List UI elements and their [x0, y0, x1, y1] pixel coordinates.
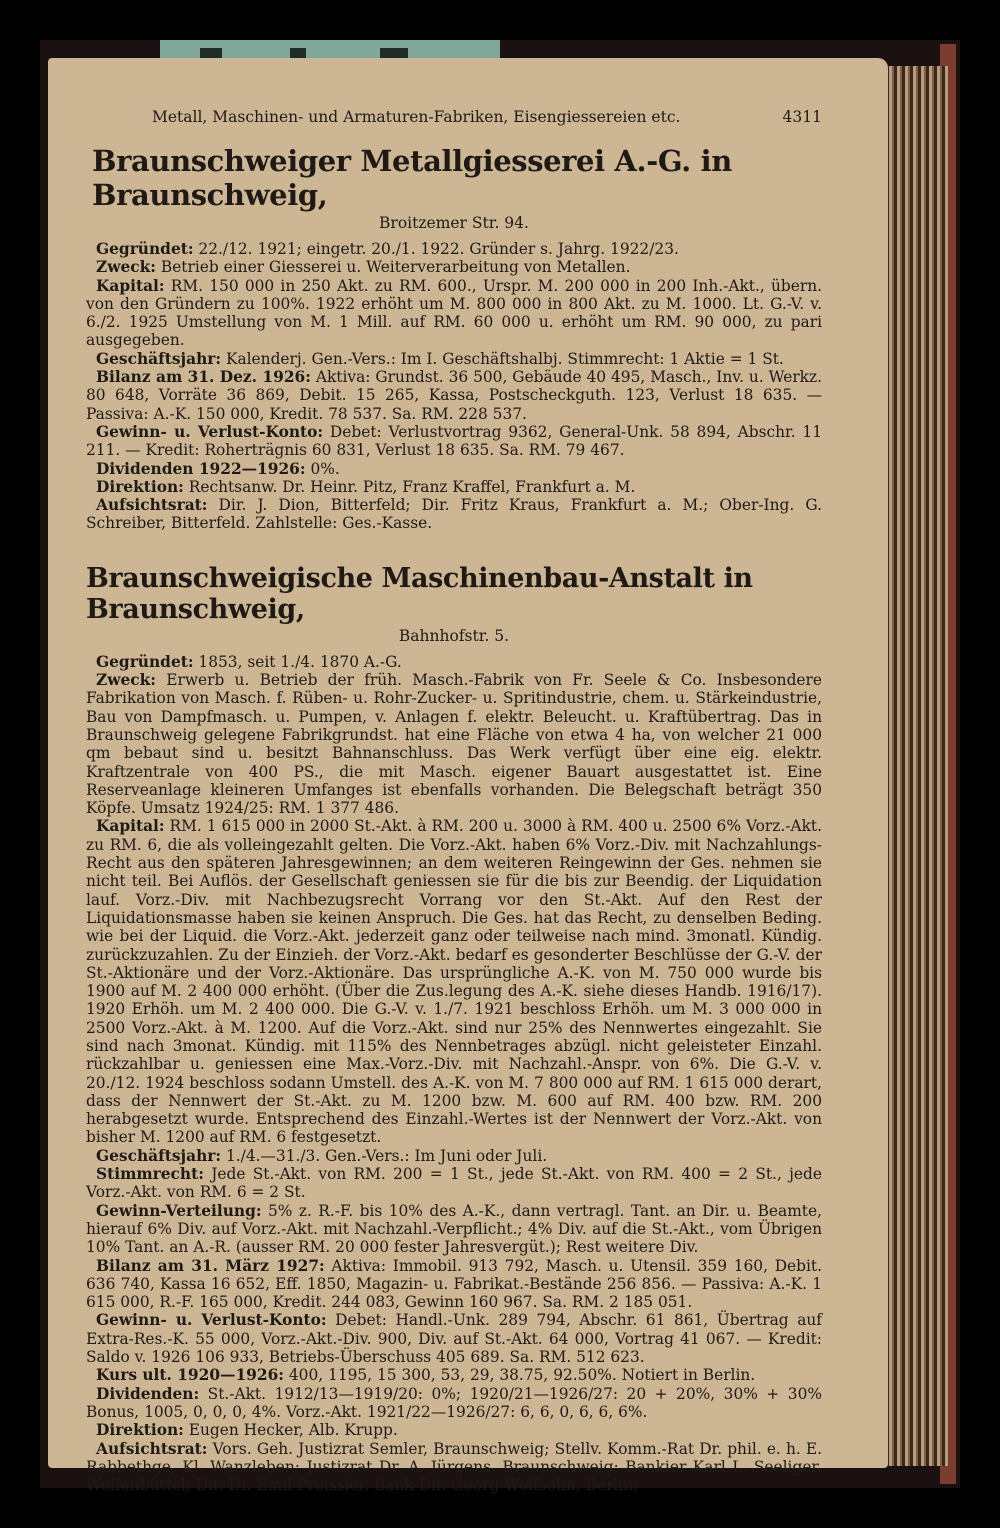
field-label: Kapital: — [96, 817, 165, 836]
entry-paragraph — [86, 478, 822, 496]
entry-paragraph — [86, 653, 822, 671]
field-label: Bilanz am 31. Dez. 1926: — [96, 368, 311, 387]
field-text: RM. 1 615 000 in 2000 St.-Akt. à RM. 200 u. 3000 à RM. 400 u. 2500 6% Vorz.-Akt. zu RM. 6, die als volleingezahlt gelten. Die Vorz.-Akt. haben 6% Vorz.-Div. mit Nachzahlungs-Recht aus den späteren Jahresgewinnen; an dem weiteren Reingewinn der Ges. nehmen sie nicht teil. Bei Auflös. der Gesellschaft geniessen sie für die bis zur Beendig. der Liquidation lauf. Vorz.-Div. mit Nachbezugsrecht Vorrang vor den St.-Akt. Auf den Rest der Liquidationsmasse haben sie keinen Anspruch. Die Ges. hat das Recht, zu denselben Beding. wie bei der Liquid. die Vorz.-Akt. jederzeit ganz oder teilweise nach mind. 3monatl. Kündig. zurückzuzahlen. Zu der Einzieh. der Vorz.-Akt. bedarf es gesonderter Beschlüsse der G.-V. der St.-Aktionäre und der Vorz.-Aktionäre. Das ursprüngliche A.-K. von M. 750 000 wurde bis 1900 auf M. 2 400 000 erhöht. (Über die Zus.legung des A.-K. siehe dieses Handb. 1916/17). 1920 Erhöh. um M. 2 400 000. Die G.-V. v. 1./7. 1921 beschloss Erhöh. um M. 3 000 000 in 2500 Vorz.-Akt. à M. 1200. Auf die Vorz.-Akt. sind nur 25% des Nennwertes eingezahlt. Sie sind nach 3monat. Kündig. mit 115% des Nennbetrages abzügl. nicht geleisteter Einzahl. rückzahlbar u. geniessen eine Max.-Vorz.-Div. mit Nachzahl.-Anspr. von 6%. Die G.-V. v. 20./12. 1924 beschloss sodann Umstell. des A.-K. von M. 7 800 000 auf RM. 1 615 000 derart, dass der Nennwert der St.-Akt. zu M. 1200 bzw. M. 600 auf RM. 400 bzw. RM. 200 herabgesetzt wurde. Entsprechend des Einzahl.-Wertes ist der Nennwert der Vorz.-Akt. von bisher M. 1200 auf RM. 6 festgesetzt. — [86, 817, 822, 1147]
field-text: 400, 1195, 15 300, 53, 29, 38.75, 92.50%. Notiert in Berlin. — [283, 1366, 756, 1385]
field-label: Zweck: — [96, 671, 156, 690]
entry-paragraph — [86, 460, 822, 478]
field-text: Vors. Geh. Justizrat Semler, Braunschweig; Stellv. Komm.-Rat Dr. phil. e. h. E. Rabbethge, Kl. Wanzleben; Justizrat Dr. A. Jürgens, Braunschweig; Bankier Karl L. Seeliger, Wolfenbüttel; Dir. Dr. Emil Preissler, Bank-Dir. Georg Wolfsohn, Berlin; — [86, 1439, 822, 1495]
field-label: Zweck: — [96, 258, 156, 277]
page-content — [86, 108, 822, 1494]
field-label: Stimmrecht: — [96, 1165, 204, 1184]
field-label: Dividenden 1922—1926: — [96, 459, 306, 478]
entry-paragraph — [86, 1257, 822, 1312]
entry-paragraph — [86, 368, 822, 423]
entry-paragraph — [86, 1147, 822, 1165]
company-entry-2 — [86, 563, 822, 1495]
field-text: 5% z. R.-F. bis 10% des A.-K., dann vertragl. Tant. an Dir. u. Beamte, hierauf 6% Div. auf Vorz.-Akt. mit Nachzahl.-Verpflicht.; 4% Div. auf die St.-Akt., vom Übrigen 10% Tant. an A.-R. (ausser RM. 20 000 fester Jahresvergüt.); Rest weitere Div. — [86, 1201, 822, 1257]
section-gap — [86, 533, 822, 563]
field-label: Gegründet: — [96, 240, 194, 258]
field-label: Gegründet: — [96, 652, 194, 671]
entry-paragraph — [86, 1385, 822, 1422]
field-text: St.-Akt. 1912/13—1919/20: 0%; 1920/21—1926/27: 20 + 20%, 30% + 30% Bonus, 1005, 0, 0, 0, 4%. Vorz.-Akt. 1921/22—1926/27: 6, 6, 0, 6, 6, 6%. — [86, 1384, 822, 1421]
field-label: Gewinn- u. Verlust-Konto: — [96, 1311, 327, 1330]
entry-paragraph — [86, 258, 822, 276]
field-label: Geschäftsjahr: — [96, 349, 222, 368]
field-text: Betrieb einer Giesserei u. Weiterverarbeitung von Metallen. — [156, 258, 631, 277]
field-text: RM. 150 000 in 250 Akt. zu RM. 600., Urspr. M. 200 000 in 200 Inh.-Akt., übern. von den Gründern zu 100%. 1922 erhöht um M. 800 000 in 800 Akt. zu M. 1000. Lt. G.-V. v. 6./2. 1925 Umstellung von M. 1 Mill. auf RM. 60 000 u. erhöht um RM. 90 000, zu pari ausgegeben. — [86, 276, 822, 350]
entry-paragraph — [86, 1311, 822, 1366]
field-text: Debet: Verlustvortrag 9362, General-Unk. 58 894, Abschr. 11 211. — Kredit: Roherträgnis 60 831, Verlust 18 635. Sa. RM. 79 467. — [86, 422, 822, 460]
entry-paragraph — [86, 817, 822, 1146]
field-text: Dir. J. Dion, Bitterfeld; Dir. Fritz Kraus, Frankfurt a. M.; Ober-Ing. G. Schreiber, Bitterfeld. Zahlstelle: Ges.-Kasse. — [86, 496, 822, 533]
company-title: Braunschweiger Metallgiesserei A.-G. in Braunschweig, — [92, 144, 732, 212]
entry-paragraph — [86, 350, 822, 368]
entry-paragraph — [86, 1366, 822, 1384]
entry-paragraph — [86, 1421, 822, 1439]
field-text: Aktiva: Grundst. 36 500, Gebäude 40 495, Masch., Inv. u. Werkz. 80 648, Vorräte 36 869, Debit. 15 265, Kassa, Postscheckguth. 123, Verlust 18 635. — Passiva: A.-K. 150 000, Kredit. 78 537. Sa. RM. 228 537. — [86, 368, 823, 423]
entry-paragraph — [86, 240, 822, 258]
field-label: Dividenden: — [96, 1384, 200, 1403]
field-label: Direktion: — [96, 1421, 184, 1440]
field-label: Aufsichtsrat: — [96, 496, 208, 515]
entry-paragraph — [86, 1202, 822, 1257]
section-title: Metall, Maschinen- und Armaturen-Fabriken, Eisengiessereien etc. — [152, 108, 681, 126]
field-label: Bilanz am 31. März 1927: — [96, 1256, 325, 1275]
field-text: 0%. — [305, 459, 340, 478]
field-text: Aktiva: Immobil. 913 792, Masch. u. Utensil. 359 160, Debit. 636 740, Kassa 16 652, Eff. 1850, Magazin- u. Fabrikat.-Bestände 256 856. — Passiva: A.-K. 1 615 000, R.-F. 165 000, Kredit. 244 083, Gewinn 160 967. Sa. RM. 2 185 051. — [86, 1256, 822, 1312]
entry-paragraph — [86, 423, 822, 460]
field-text: Erwerb u. Betrieb der früh. Masch.-Fabrik von Fr. Seele & Co. Insbesondere Fabrikation von Masch. f. Rüben- u. Rohr-Zucker- u. Spritindustrie, chem. u. Stärkeindustrie, Bau von Dampfmasch. u. Pumpen, v. Anlagen f. elektr. Beleucht. u. Kraftübertrag. Das in Braunschweig gelegene Fabrikgrundst. hat eine Fläche von etwa 4 ha, von welcher 21 000 qm bebaut sind u. besitzt Bahnanschluss. Das Werk verfügt über eine eig. elektr. Kraftzentrale von 400 PS., die mit Masch. eigener Bauart ausgestattet ist. Eine Reserveanlage kleineren Umfanges ist ebenfalls vorhanden. Die Belegschaft beträgt 350 Köpfe. Umsatz 1924/25: RM. 1 377 486. — [86, 671, 822, 818]
field-text: Jede St.-Akt. von RM. 200 = 1 St., jede St.-Akt. von RM. 400 = 2 St., jede Vorz.-Akt. von RM. 6 = 2 St. — [86, 1165, 822, 1202]
field-text: Kalenderj. Gen.-Vers.: Im I. Geschäftshalbj. Stimmrecht: 1 Aktie = 1 St. — [221, 349, 784, 368]
field-text: Debet: Handl.-Unk. 289 794, Abschr. 61 861, Übertrag auf Extra-Res.-K. 55 000, Vorz.-Akt.-Div. 900, Div. auf St.-Akt. 64 000, Vortrag 41 067. — Kredit: Saldo v. 1926 106 933, Betriebs-Überschuss 405 689. Sa. RM. 512 623. — [86, 1311, 822, 1367]
field-label: Aufsichtsrat: — [96, 1439, 208, 1458]
company-title: Braunschweigische Maschinenbau-Anstalt in Braunschweig, — [86, 562, 753, 625]
field-label: Gewinn- u. Verlust-Konto: — [96, 422, 324, 441]
company-address: Broitzemer Str. 94. — [379, 214, 529, 232]
field-text: Eugen Hecker, Alb. Krupp. — [183, 1421, 398, 1440]
running-head — [152, 108, 822, 126]
company-address: Bahnhofstr. 5. — [398, 626, 510, 645]
entry-paragraph — [86, 496, 822, 533]
entry-paragraph — [86, 671, 822, 817]
entry-paragraph — [86, 277, 822, 350]
field-label: Gewinn-Verteilung: — [96, 1201, 262, 1220]
entry-paragraph — [86, 1165, 822, 1202]
field-label: Geschäftsjahr: — [96, 1146, 222, 1165]
field-text: 1853, seit 1./4. 1870 A.-G. — [193, 652, 402, 671]
company-entry-1 — [86, 144, 822, 533]
field-label: Direktion: — [96, 477, 184, 496]
field-label: Kurs ult. 1920—1926: — [96, 1366, 284, 1385]
field-label: Kapital: — [96, 276, 165, 295]
field-text: 1./4.—31./3. Gen.-Vers.: Im Juni oder Juli. — [221, 1146, 548, 1165]
field-text: Rechtsanw. Dr. Heinr. Pitz, Franz Kraffel, Frankfurt a. M. — [183, 477, 636, 496]
entry-paragraph — [86, 1440, 822, 1495]
field-text: 22./12. 1921; eingetr. 20./1. 1922. Gründer s. Jahrg. 1922/23. — [193, 240, 679, 258]
page-number: 4311 — [782, 108, 822, 126]
page-edges — [886, 66, 948, 1466]
